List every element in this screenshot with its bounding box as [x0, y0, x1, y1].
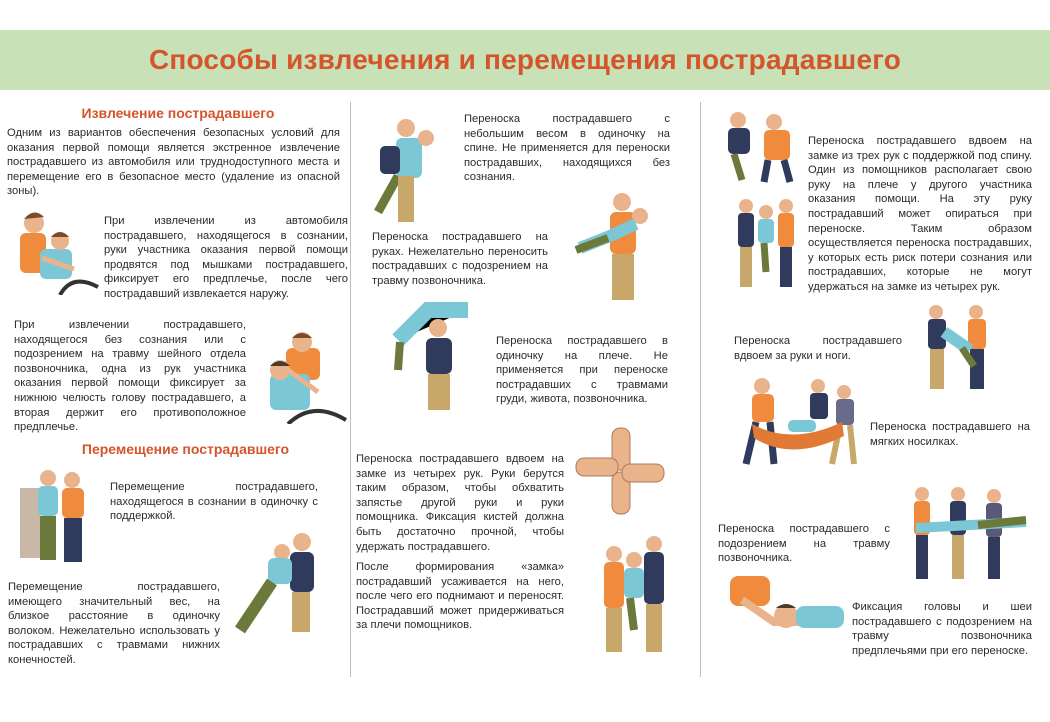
illustration-arms-legs — [922, 302, 992, 394]
illustration-car-extraction-conscious — [12, 203, 100, 295]
illustration-three-hands-carry — [736, 196, 798, 292]
text-four-hands: Переноска пострадавшего вдвоем на замке из четырех рук. Руки берутся таким образом, чтобы обхватить запястье другой руки и руки помощника. Фиксация кистей должна быть достаточно прочной, чтобы удержать пострадавшего. — [356, 453, 564, 553]
text-head-fixation: Фиксация головы и шеи пострадавшего с подозрением на травму позвоночника предплечьями при его переноске. — [852, 601, 1032, 657]
text-extraction-intro: Одним из вариантов обеспечения безопасных условий для оказания первой помощи является экстренное извлечение пострадавшего из автомобиля или труднодоступного места и перемещение его в безопасное место (удаление из опасной зоны). — [7, 127, 340, 198]
illustration-car-extraction-unconscious — [258, 330, 348, 424]
text-spine: Переноска пострадавшего с подозрением на травму позвоночника. — [718, 523, 890, 565]
illustration-spine-carry — [908, 484, 1030, 584]
column-divider-2 — [700, 102, 701, 677]
text-after-lock: После формирования «замка» пострадавший усаживается на него, после чего его поднимают и переносят. Пострадавший может придерживаться за плечи помощников. — [356, 561, 564, 632]
text-arms-carry: Переноска пострадавшего на руках. Нежелательно переносить пострадавших с подозрением на травму позвоночника. — [372, 231, 548, 287]
column-divider-1 — [350, 102, 351, 677]
text-drag: Перемещение пострадавшего, имеющего значительный вес, на близкое расстояние в одиночку волоком. Нежелательно использовать у пострадавших с травмами нижних конечностей. — [8, 581, 220, 666]
illustration-head-fixation — [728, 570, 846, 646]
illustration-drag — [232, 532, 322, 640]
text-back-carry: Переноска пострадавшего с небольшим весом в одиночку на спине. Не применяется для переноски пострадавших, находящихся без сознания. — [464, 113, 670, 184]
illustration-support-alone — [18, 468, 98, 568]
heading-moving: Перемещение пострадавшего — [81, 441, 290, 457]
text-car-extraction-unconscious: При извлечении пострадавшего, находящегося без сознания или с подозрением на травму шейного отдела позвоночника, одна из рук участника оказания первой помощи фиксирует за нижнюю челюсть голову пострадавшего, а вторая держит его противоположное предплечье. — [14, 319, 246, 434]
text-three-hands: Переноска пострадавшего вдвоем на замке из трех рук с поддержкой под спину. Один из помощников располагает свою руку на плече у другого участника оказания помощи. На эту руку пострадавший может опираться при переноске. Таким образом осуществляется переноска пострадавших, у которых есть риск потери сознания или пострадавших, которые не могут удержаться на замке из четырех рук. — [808, 135, 1032, 293]
title-banner — [0, 30, 1050, 90]
text-soft-stretcher: Переноска пострадавшего на мягких носилках. — [870, 421, 1030, 448]
illustration-three-hands-lock — [724, 110, 798, 186]
illustration-arms-carry — [570, 192, 666, 304]
text-arms-legs: Переноска пострадавшего вдвоем за руки и ноги. — [734, 335, 902, 362]
illustration-four-hands-carry — [596, 530, 672, 656]
heading-extraction: Извлечение пострадавшего — [81, 105, 275, 121]
text-support-alone: Перемещение пострадавшего, находящегося в сознании в одиночку с поддержкой. — [110, 481, 318, 523]
text-shoulder-carry: Переноска пострадавшего в одиночку на плече. Не применяется при переноске пострадавших с травмами груди, живота, позвоночника. — [496, 335, 668, 406]
page-title: Способы извлечения и перемещения пострадавшего — [148, 44, 902, 75]
text-car-extraction-conscious: При извлечении из автомобиля пострадавшего, находящегося в сознании, руки участника оказания первой помощи продвятся под мышками пострадавшего, фиксирует его предплечье, после чего пострадавший извлекается наружу. — [104, 215, 348, 300]
illustration-soft-stretcher — [732, 376, 862, 468]
illustration-four-hands-lock — [572, 424, 666, 518]
illustration-shoulder-carry — [392, 300, 474, 412]
illustration-back-carry — [366, 116, 442, 226]
